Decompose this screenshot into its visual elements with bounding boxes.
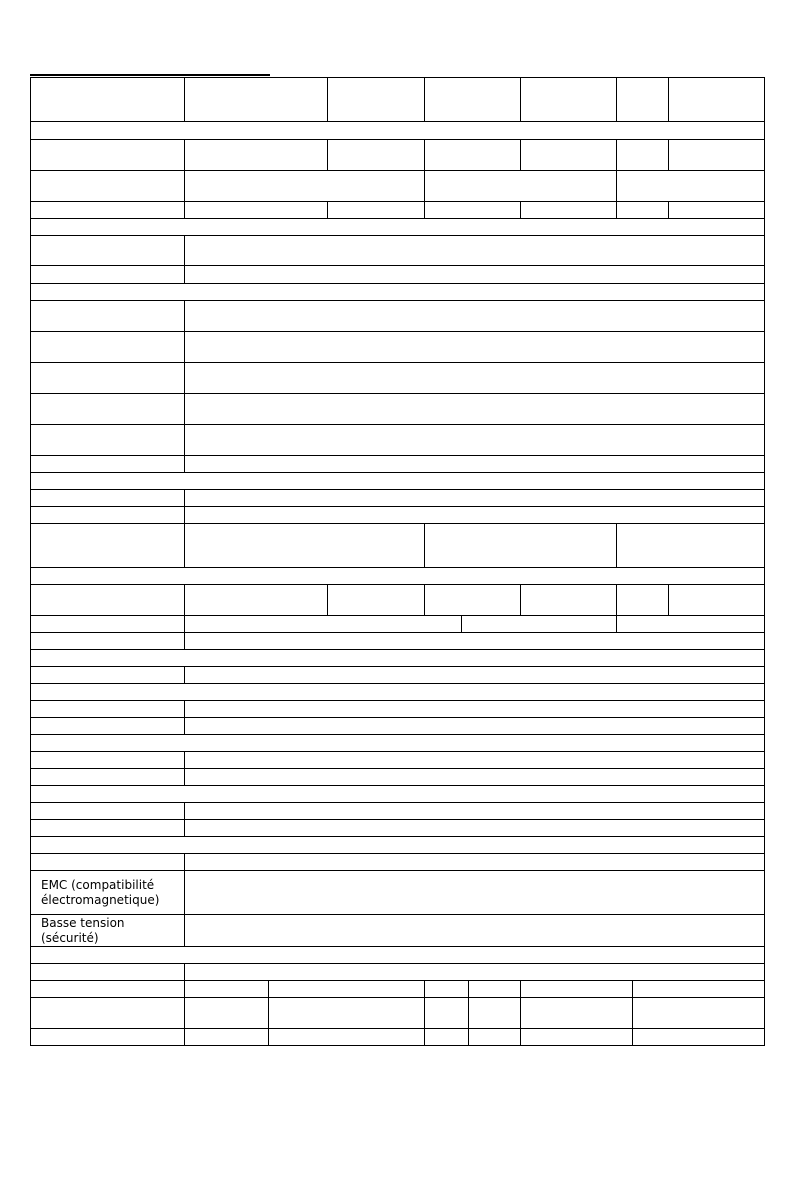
table-row	[31, 718, 765, 735]
table-cell	[31, 803, 185, 820]
table-cell	[31, 854, 185, 871]
table-cell	[617, 202, 669, 219]
table-row	[31, 202, 765, 219]
table-cell	[617, 524, 765, 568]
table-cell	[185, 425, 765, 456]
table-cell	[185, 871, 765, 915]
table-cell	[31, 171, 185, 202]
table-row	[31, 456, 765, 473]
table-cell	[31, 78, 185, 122]
section-row	[31, 786, 765, 803]
table-cell	[617, 171, 765, 202]
table-cell	[31, 650, 765, 667]
table-cell	[185, 998, 269, 1029]
section-row	[31, 837, 765, 854]
table-cell	[521, 998, 633, 1029]
table-cell	[185, 490, 765, 507]
table-cell	[617, 616, 765, 633]
table-cell	[185, 363, 765, 394]
table-cell	[31, 394, 185, 425]
table-cell	[185, 854, 765, 871]
table-cell	[521, 585, 617, 616]
table-cell	[185, 616, 462, 633]
table-cell	[328, 585, 425, 616]
table-row	[31, 701, 765, 718]
table-cell	[31, 616, 185, 633]
specification-table	[30, 77, 765, 1046]
table-cell	[31, 140, 185, 171]
table-cell	[425, 1029, 469, 1046]
table-cell	[669, 78, 765, 122]
table-row	[31, 236, 765, 266]
table-cell	[31, 301, 185, 332]
table-cell	[185, 524, 425, 568]
table-cell	[669, 202, 765, 219]
table-cell	[185, 456, 765, 473]
section-row	[31, 568, 765, 585]
table-row	[31, 394, 765, 425]
table-cell	[185, 820, 765, 837]
table-cell	[469, 981, 521, 998]
table-cell	[469, 1029, 521, 1046]
table-cell	[31, 524, 185, 568]
table-row	[31, 871, 765, 915]
heading-underline	[30, 74, 270, 76]
table-cell	[185, 981, 269, 998]
section-row	[31, 219, 765, 236]
table-row	[31, 616, 765, 633]
table-row	[31, 981, 765, 998]
table-cell	[521, 1029, 633, 1046]
table-cell	[31, 981, 185, 998]
table-cell	[521, 140, 617, 171]
table-cell	[31, 266, 185, 284]
table-cell	[185, 266, 765, 284]
table-cell	[328, 202, 425, 219]
low-voltage-label: Basse tension (sécurité)	[31, 915, 185, 947]
table-cell	[31, 456, 185, 473]
table-cell	[31, 684, 765, 701]
table-cell	[185, 78, 328, 122]
table-cell	[31, 236, 185, 266]
table-cell	[185, 140, 328, 171]
section-row	[31, 735, 765, 752]
table-cell	[31, 202, 185, 219]
table-cell	[269, 981, 425, 998]
table-cell	[185, 301, 765, 332]
table-cell	[31, 284, 765, 301]
table-cell	[185, 507, 765, 524]
table-cell	[185, 171, 425, 202]
table-cell	[31, 568, 765, 585]
table-row	[31, 667, 765, 684]
emc-label: EMC (compatibilité électromagnetique)	[31, 871, 185, 915]
table-cell	[669, 585, 765, 616]
table-cell	[633, 981, 765, 998]
table-cell	[31, 332, 185, 363]
table-row	[31, 998, 765, 1029]
table-row	[31, 266, 765, 284]
table-cell	[617, 78, 669, 122]
table-cell	[31, 769, 185, 786]
table-cell	[617, 140, 669, 171]
table-cell	[269, 1029, 425, 1046]
section-row	[31, 473, 765, 490]
table-row	[31, 752, 765, 769]
table-cell	[185, 769, 765, 786]
table-cell	[269, 998, 425, 1029]
table-cell	[31, 425, 185, 456]
table-cell	[185, 701, 765, 718]
table-cell	[31, 947, 765, 964]
table-cell	[328, 78, 425, 122]
table-row	[31, 1029, 765, 1046]
table-row	[31, 332, 765, 363]
section-row	[31, 284, 765, 301]
table-row	[31, 507, 765, 524]
table-row	[31, 803, 765, 820]
table-cell	[31, 219, 765, 236]
table-cell	[521, 202, 617, 219]
table-cell	[425, 140, 521, 171]
table-cell	[521, 981, 633, 998]
table-cell	[185, 667, 765, 684]
table-row	[31, 171, 765, 202]
table-cell	[31, 490, 185, 507]
table-cell	[185, 803, 765, 820]
table-cell	[31, 964, 185, 981]
table-cell	[185, 718, 765, 735]
table-row	[31, 820, 765, 837]
table-row	[31, 915, 765, 947]
table-cell	[328, 140, 425, 171]
table-row	[31, 524, 765, 568]
section-row	[31, 650, 765, 667]
table-cell	[185, 633, 765, 650]
table-cell	[469, 998, 521, 1029]
section-row	[31, 947, 765, 964]
table-cell	[31, 363, 185, 394]
table-row	[31, 140, 765, 171]
table-row	[31, 854, 765, 871]
table-cell	[633, 1029, 765, 1046]
table-cell	[31, 998, 185, 1029]
table-cell	[31, 820, 185, 837]
table-cell	[31, 473, 765, 490]
table-cell	[31, 585, 185, 616]
table-cell	[462, 616, 617, 633]
table-row	[31, 964, 765, 981]
table-cell	[185, 964, 765, 981]
table-cell	[633, 998, 765, 1029]
table-row	[31, 585, 765, 616]
table-row	[31, 78, 765, 122]
table-cell	[31, 122, 765, 140]
table-cell	[31, 701, 185, 718]
table-cell	[521, 78, 617, 122]
table-cell	[185, 332, 765, 363]
table-row	[31, 490, 765, 507]
table-cell	[185, 202, 328, 219]
table-cell	[31, 667, 185, 684]
table-row	[31, 769, 765, 786]
section-row	[31, 122, 765, 140]
table-cell	[617, 585, 669, 616]
table-cell	[185, 394, 765, 425]
table-cell	[425, 585, 521, 616]
table-row	[31, 301, 765, 332]
table-row	[31, 363, 765, 394]
table-cell	[185, 236, 765, 266]
table-cell	[425, 78, 521, 122]
table-cell	[425, 981, 469, 998]
table-row	[31, 633, 765, 650]
table-cell	[31, 718, 185, 735]
table-cell	[31, 786, 765, 803]
section-row	[31, 684, 765, 701]
table-cell	[425, 998, 469, 1029]
table-cell	[31, 752, 185, 769]
table-cell	[425, 202, 521, 219]
table-cell	[31, 1029, 185, 1046]
table-cell	[185, 915, 765, 947]
table-cell	[425, 171, 617, 202]
table-cell	[425, 524, 617, 568]
table-cell	[185, 585, 328, 616]
table-cell	[669, 140, 765, 171]
table-cell	[31, 633, 185, 650]
table-cell	[185, 1029, 269, 1046]
table-cell	[31, 735, 765, 752]
table-cell	[31, 507, 185, 524]
table-cell	[31, 837, 765, 854]
table-cell	[185, 752, 765, 769]
table-row	[31, 425, 765, 456]
